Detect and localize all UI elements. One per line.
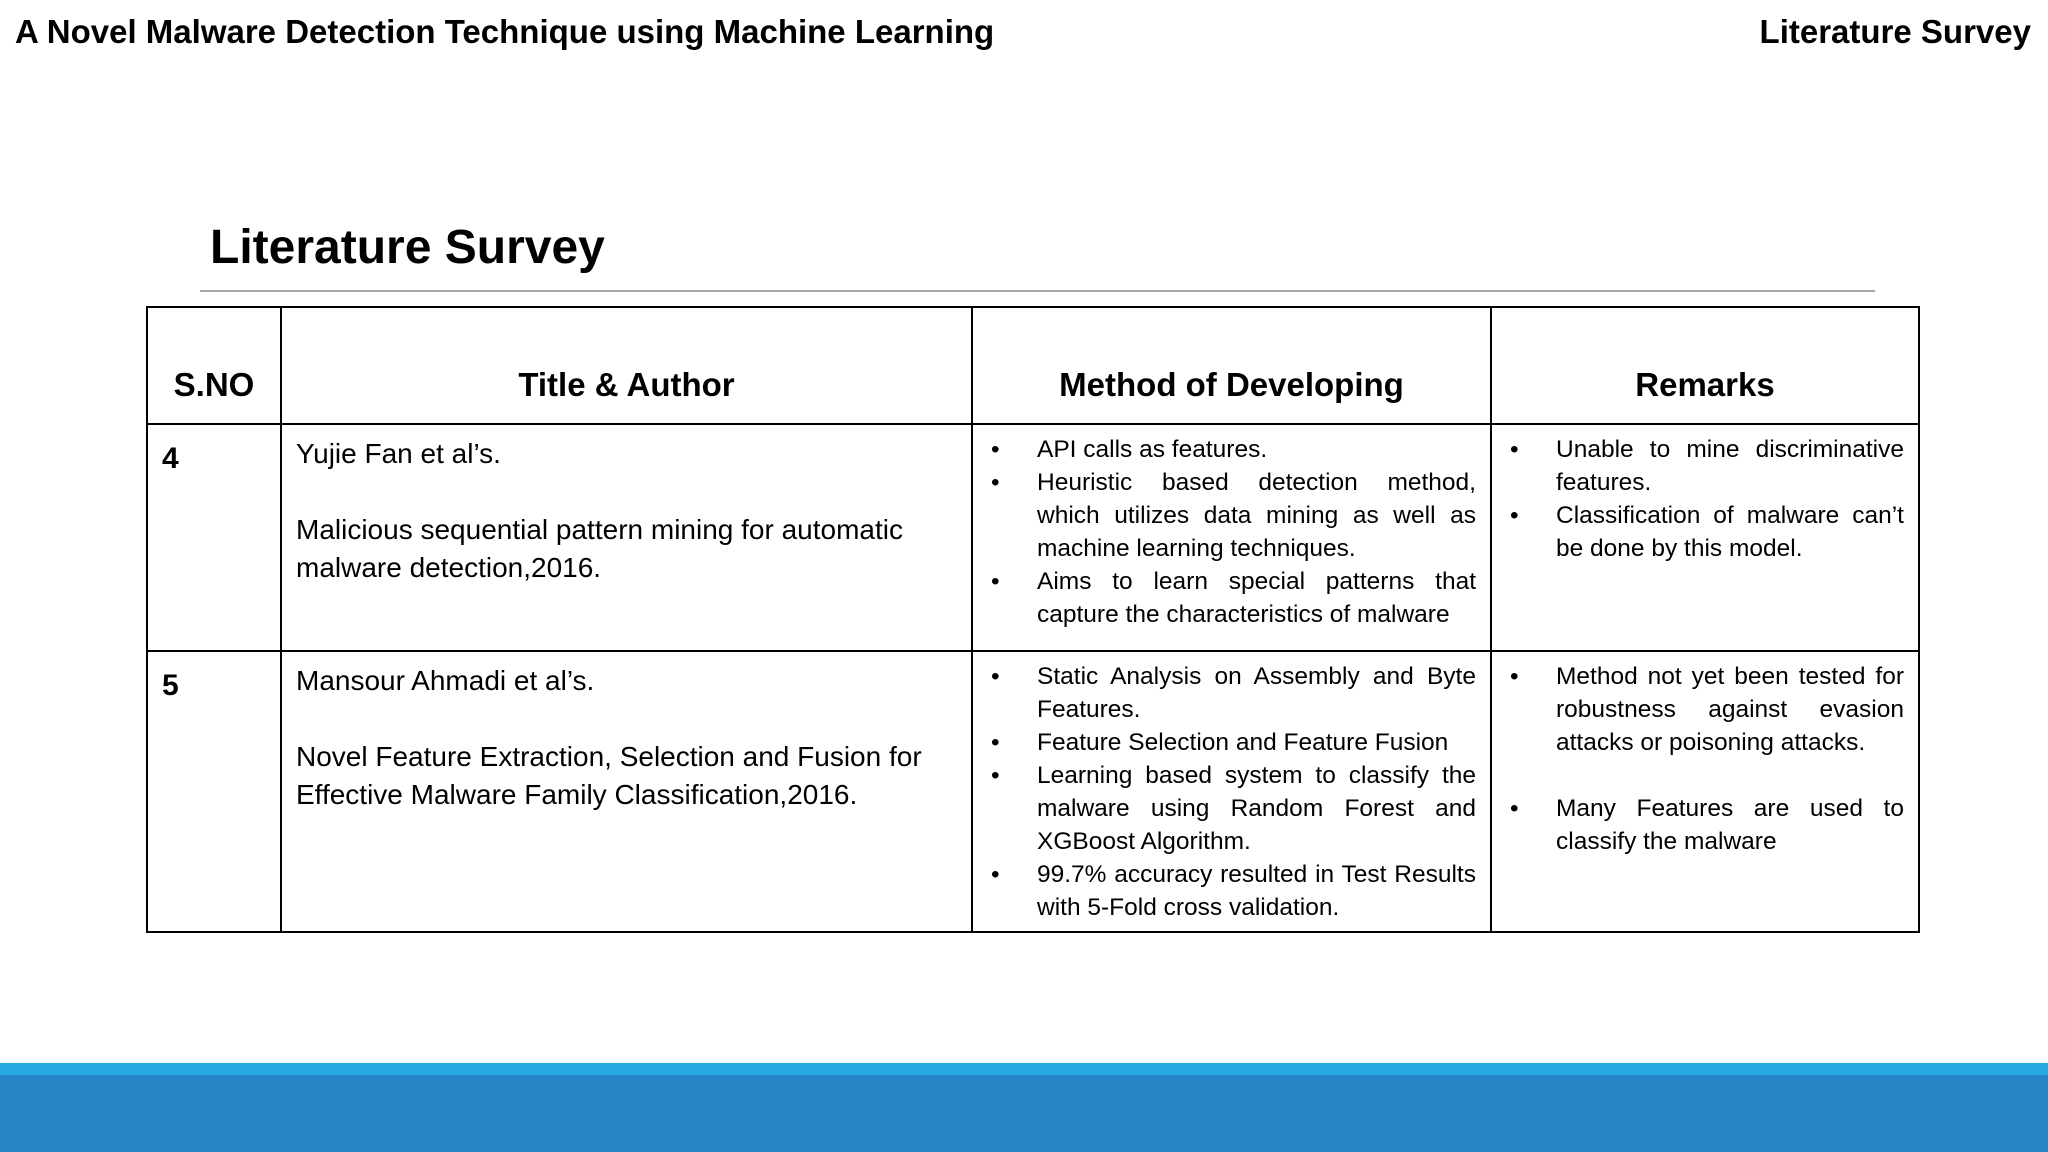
- row-paper-title: Novel Feature Extraction, Selection and Fusion for Effective Malware Family Classification,2016.: [296, 741, 922, 810]
- row-remarks: [1491, 424, 1919, 651]
- column-header-method: Method of Developing: [972, 307, 1491, 424]
- row-methods: [972, 651, 1491, 932]
- row-author: Yujie Fan et al’s.: [296, 438, 501, 469]
- row-author: Mansour Ahmadi et al’s.: [296, 665, 595, 696]
- method-bullet: • Feature Selection and Feature Fusion: [987, 726, 1476, 759]
- remark-bullet: • Many Features are used to classify the malware: [1506, 792, 1904, 858]
- project-title: A Novel Malware Detection Technique using Machine Learning: [15, 13, 995, 50]
- method-bullet: • Static Analysis on Assembly and Byte Features.: [987, 660, 1476, 726]
- table-row: [147, 651, 1919, 932]
- remark-bullet: • Method not yet been tested for robustness against evasion attacks or poisoning attacks.: [1506, 660, 1904, 759]
- method-bullet: • Learning based system to classify the malware using Random Forest and XGBoost Algorithm.: [987, 759, 1476, 858]
- footer-accent-bar: [0, 1063, 2048, 1075]
- column-header-remarks: Remarks: [1491, 307, 1919, 424]
- column-header-title-author: Title & Author: [281, 307, 972, 424]
- row-methods: [972, 424, 1491, 651]
- row-sno: 4: [147, 424, 281, 651]
- section-label: Literature Survey: [1759, 13, 2031, 50]
- row-sno: 5: [147, 651, 281, 932]
- literature-survey-table: [146, 306, 1920, 933]
- method-bullet: • 99.7% accuracy resulted in Test Results with 5-Fold cross validation.: [987, 858, 1476, 924]
- slide-title: Literature Survey: [210, 221, 605, 274]
- remark-bullet: • Classification of malware can’t be done by this model.: [1506, 499, 1904, 565]
- table-row: [147, 424, 1919, 651]
- row-paper-title: Malicious sequential pattern mining for automatic malware detection,2016.: [296, 514, 903, 583]
- method-bullet: • API calls as features.: [987, 433, 1476, 466]
- footer-bar: [0, 1075, 2048, 1152]
- remark-bullet: • Unable to mine discriminative features.: [1506, 433, 1904, 499]
- table-header-row: [147, 307, 1919, 424]
- row-title-author: [281, 651, 972, 932]
- column-header-sno: S.NO: [147, 307, 281, 424]
- row-remarks: [1491, 651, 1919, 932]
- row-title-author: [281, 424, 972, 651]
- method-bullet: • Aims to learn special patterns that capture the characteristics of malware: [987, 565, 1476, 631]
- method-bullet: • Heuristic based detection method, which utilizes data mining as well as machine learning techniques.: [987, 466, 1476, 565]
- title-divider: [200, 290, 1875, 292]
